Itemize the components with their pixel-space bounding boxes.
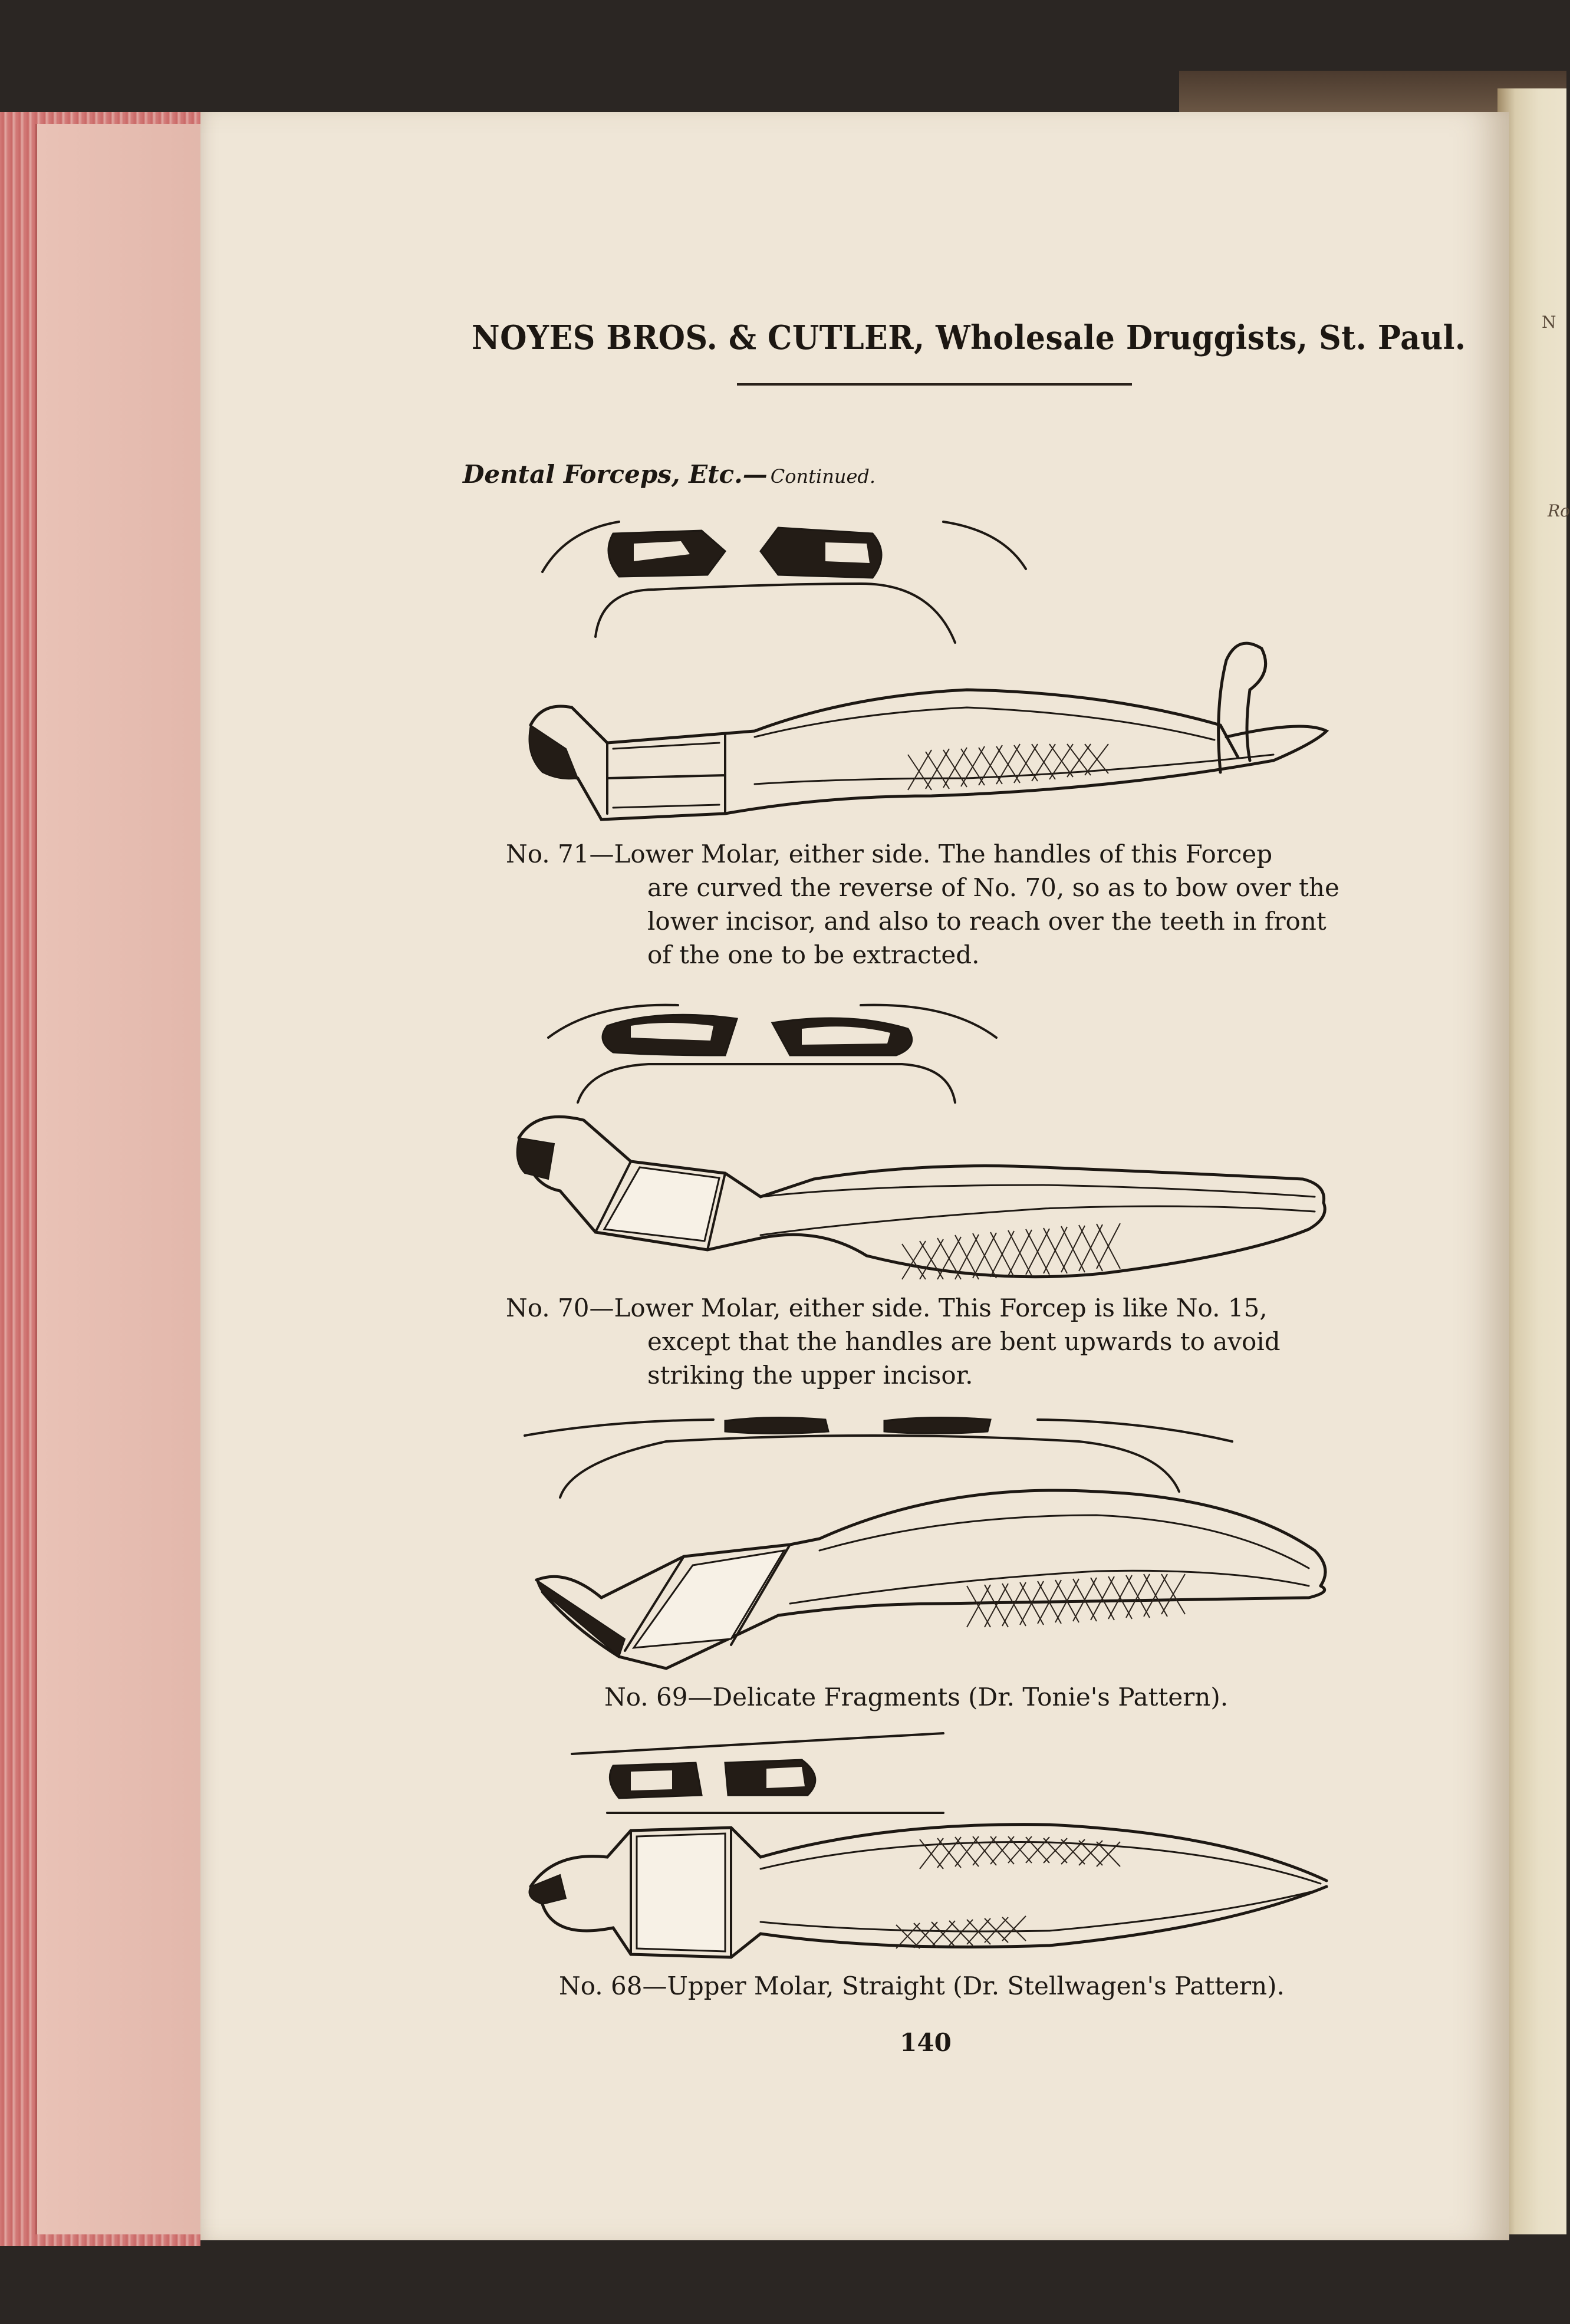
section-title-continued: Continued. (770, 465, 876, 488)
forceps-68-beak-detail (566, 1730, 955, 1825)
right-page-fragment: N (1542, 312, 1556, 332)
forceps-70-drawing (513, 1108, 1338, 1303)
page-number: 140 (900, 2028, 952, 2057)
header-rule (737, 383, 1132, 386)
caption-no-68 (559, 1969, 1396, 2003)
forceps-70-beak-detail (542, 996, 1002, 1108)
caption-no-71 (506, 837, 1343, 972)
caption-line: No. 68—Upper Molar, Straight (Dr. Stellwagen's Pattern). (559, 1971, 1285, 2000)
forceps-69-drawing (531, 1480, 1338, 1674)
caption-line: of the one to be extracted. (647, 940, 980, 969)
forceps-68-drawing (519, 1816, 1338, 1969)
caption-line: No. 71—Lower Molar, either side. The handles of this Forcep (506, 840, 1273, 868)
caption-line: No. 70—Lower Molar, either side. This Forcep is like No. 15, (506, 1293, 1268, 1322)
caption-line: striking the upper incisor. (647, 1361, 973, 1390)
section-title (463, 460, 993, 495)
section-title-main: Dental Forceps, Etc.— (463, 460, 768, 489)
caption-line: lower incisor, and also to reach over the teeth in front (647, 907, 1327, 936)
page-header: NOYES BROS. & CUTLER, Wholesale Druggists, St. Paul. (472, 318, 1466, 357)
page-block-foreedge (35, 124, 208, 2234)
caption-line: are curved the reverse of No. 70, so as to bow over the (647, 873, 1339, 902)
forceps-71-drawing (519, 637, 1338, 831)
right-page-fragment: Ro (1548, 501, 1570, 521)
caption-no-70 (506, 1291, 1343, 1392)
caption-no-69 (604, 1680, 1441, 1714)
caption-line: No. 69—Delicate Fragments (Dr. Tonie's Pattern). (604, 1683, 1229, 1711)
caption-line: except that the handles are bent upwards to avoid (647, 1327, 1281, 1356)
